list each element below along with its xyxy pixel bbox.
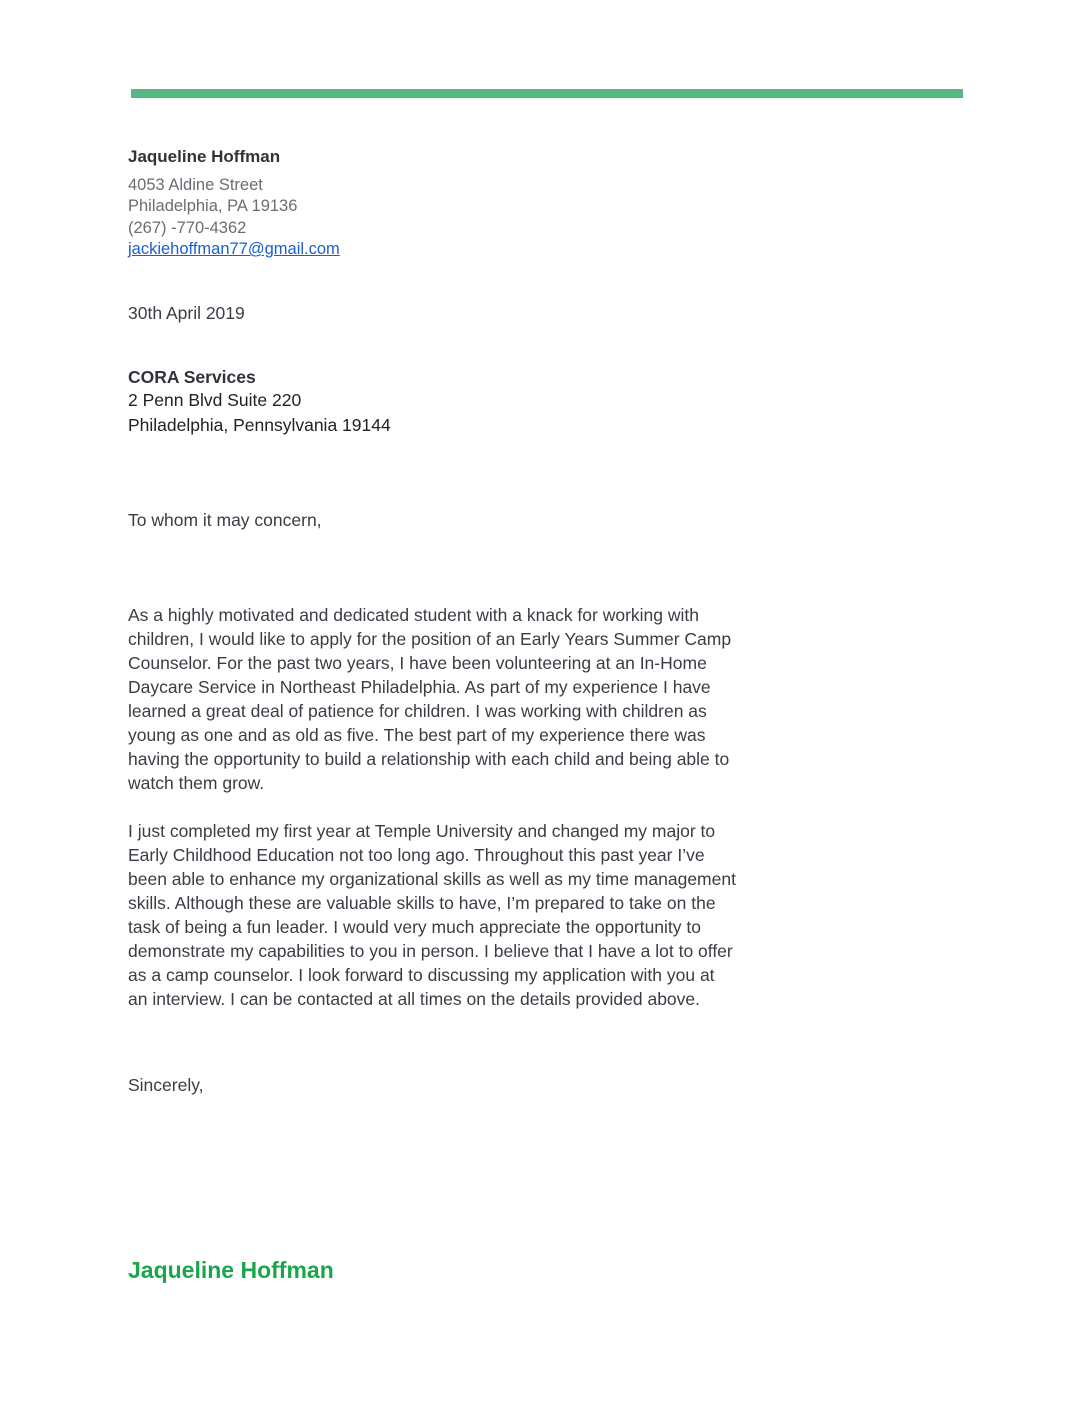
paragraph-line: Early Childhood Education not too long ago. Throughout this past year I’ve [128, 845, 705, 865]
paragraph-line: demonstrate my capabilities to you in person. I believe that I have a lot to offer [128, 941, 733, 961]
paragraph-line: learned a great deal of patience for children. I was working with children as [128, 701, 707, 721]
recipient-block [128, 366, 391, 437]
recipient-street: 2 Penn Blvd Suite 220 [128, 390, 302, 410]
paragraph-line: as a camp counselor. I look forward to discussing my application with you at [128, 965, 715, 985]
recipient-name: CORA Services [128, 367, 256, 387]
paragraph-line: Daycare Service in Northeast Philadelphia. As part of my experience I have [128, 677, 711, 697]
sender-city: Philadelphia, PA 19136 [128, 197, 298, 216]
sender-name: Jaqueline Hoffman [128, 147, 281, 166]
paragraph-line: young as one and as old as five. The best part of my experience there was [128, 725, 706, 745]
signature-name: Jaqueline Hoffman [128, 1257, 334, 1283]
recipient-city: Philadelphia, Pennsylvania 19144 [128, 414, 391, 435]
paragraph-line: Counselor. For the past two years, I have been volunteering at an In-Home [128, 653, 707, 673]
sender-email-link[interactable]: jackiehoffman77@gmail.com [128, 239, 340, 258]
accent-bar [131, 89, 963, 98]
letter-date: 30th April 2019 [128, 303, 245, 323]
paragraph-line: been able to enhance my organizational skills as well as my time management [128, 869, 736, 889]
paragraph-line: I just completed my first year at Temple University and changed my major to [128, 821, 716, 841]
closing: Sincerely, [128, 1075, 204, 1095]
paragraph-line: skills. Although these are valuable skills to have, I’m prepared to take on the [128, 893, 716, 913]
paragraph-line: As a highly motivated and dedicated student with a knack for working with [128, 605, 700, 625]
paragraph-line: watch them grow. [128, 773, 265, 793]
salutation: To whom it may concern, [128, 510, 322, 530]
body-paragraph-2 [128, 819, 818, 1011]
body-paragraph-1 [128, 603, 818, 795]
paragraph-line: task of being a fun leader. I would very much appreciate the opportunity to [128, 917, 701, 937]
sender-address-block [128, 175, 340, 260]
paragraph-line: an interview. I can be contacted at all times on the details provided above. [128, 989, 701, 1009]
paragraph-line: children, I would like to apply for the position of an Early Years Summer Camp [128, 629, 732, 649]
paragraph-line: having the opportunity to build a relationship with each child and being able to [128, 749, 730, 769]
sender-phone: (267) -770-4362 [128, 218, 247, 237]
sender-street: 4053 Aldine Street [128, 176, 263, 194]
